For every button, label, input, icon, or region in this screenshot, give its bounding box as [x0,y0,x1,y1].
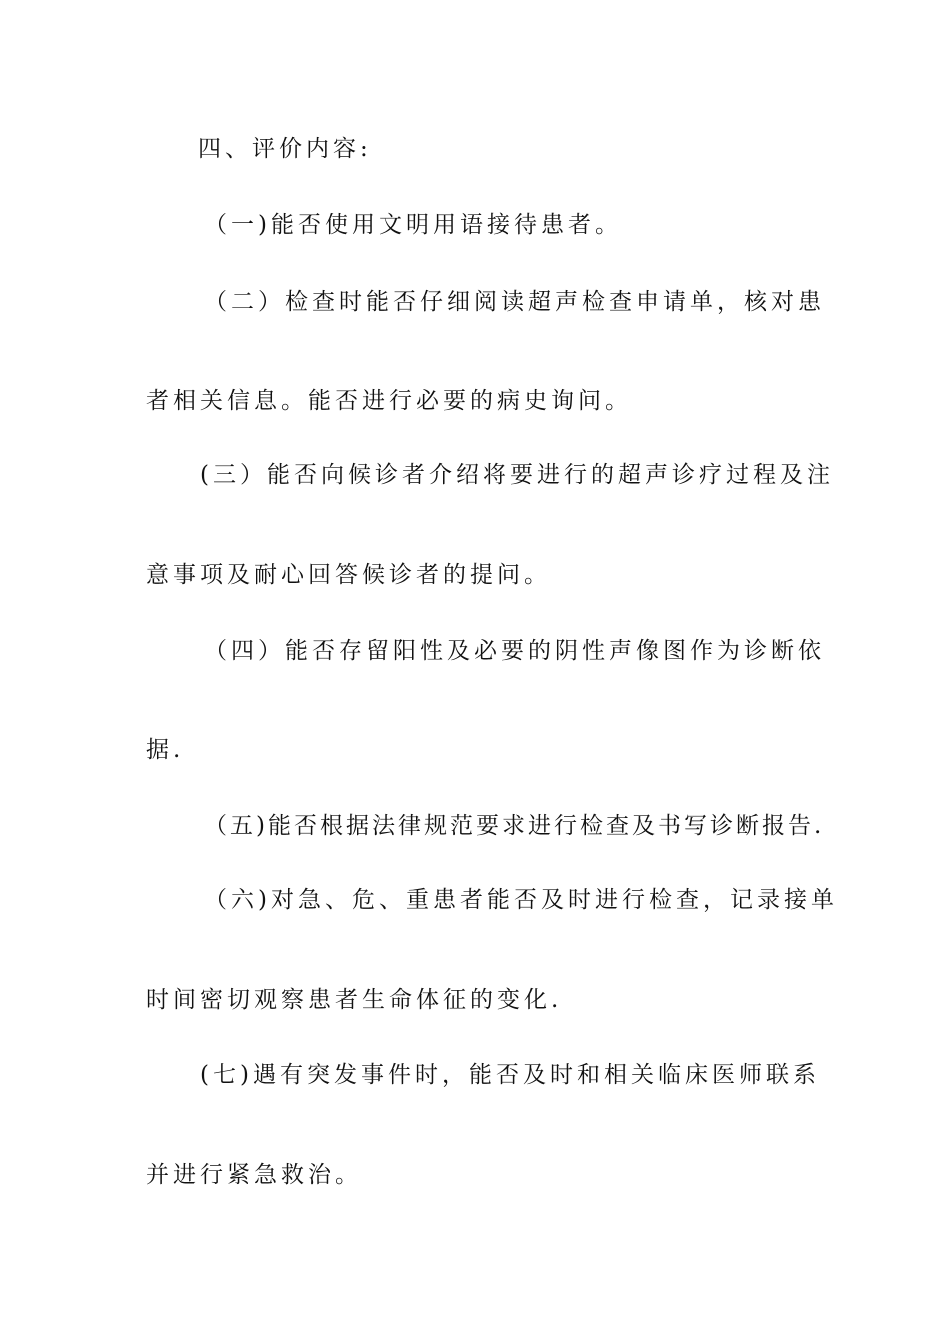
paragraph-5-line-1: （五)能否根据法律规范要求进行检查及书写诊断报告. [204,813,825,839]
paragraph-2-line-1: （二）检查时能否仔细阅读超声检查申请单，核对患 [204,289,825,315]
paragraph-6-line-2: 时间密切观察患者生命体征的变化. [146,987,563,1013]
paragraph-3-line-2: 意事项及耐心回答候诊者的提问。 [146,562,551,588]
paragraph-4-line-2: 据. [146,737,185,763]
paragraph-4-line-1: （四）能否存留阳性及必要的阴性声像图作为诊断依 [204,638,825,664]
paragraph-1-line-1: （一)能否使用文明用语接待患者。 [204,212,622,238]
section-heading: 四、评价内容: [198,136,372,162]
paragraph-2-line-2: 者相关信息。能否进行必要的病史询问。 [146,388,632,414]
paragraph-7-line-1: (七)遇有突发事件时，能否及时和相关临床医师联系 [200,1062,820,1088]
paragraph-3-line-1: (三）能否向候诊者介绍将要进行的超声诊疗过程及注 [200,462,834,488]
paragraph-6-line-1: （六)对急、危、重患者能否及时进行检查，记录接单 [204,887,838,913]
paragraph-7-line-2: 并进行紧急救治。 [146,1162,362,1188]
